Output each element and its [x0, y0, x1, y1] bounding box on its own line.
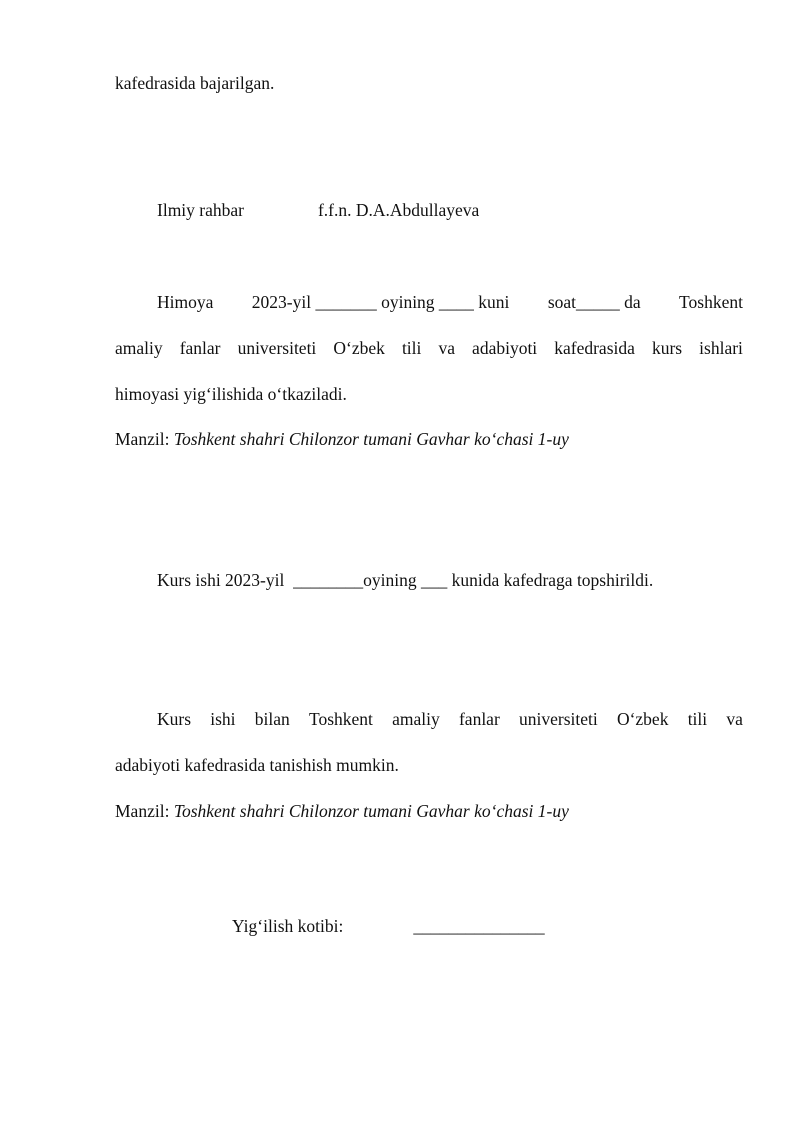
availability-word: tili — [687, 709, 708, 729]
availability-word: ishi — [210, 709, 236, 729]
defense-word: Himoya — [157, 292, 214, 312]
availability-word: O‘zbek — [616, 709, 669, 729]
availability-line-2: adabiyoti kafedrasida tanishish mumkin. — [115, 755, 399, 775]
availability-word: amaliy — [392, 709, 440, 729]
address-value: Toshkent shahri Chilonzor tumani Gavhar ko‘chasi 1-uy — [173, 429, 569, 449]
defense-line-1 — [157, 291, 743, 313]
availability-word: Kurs — [157, 709, 192, 729]
availability-word: va — [726, 709, 743, 729]
availability-word: bilan — [254, 709, 290, 729]
secretary-line — [232, 915, 632, 937]
submission-line: Kurs ishi 2023-yil ________oyining ___ kunida kafedraga topshirildi. — [157, 570, 654, 590]
defense-word: adabiyoti — [472, 338, 538, 358]
defense-word: universiteti — [237, 338, 317, 358]
defense-line-2 — [115, 337, 743, 359]
secretary-label: Yig‘ilish kotibi: — [232, 916, 344, 936]
address-label: Manzil: — [115, 801, 170, 821]
availability-line-1 — [157, 708, 743, 730]
defense-word: ishlari — [699, 338, 743, 358]
address-label: Manzil: — [115, 429, 170, 449]
defense-word: tili — [401, 338, 422, 358]
defense-word: 2023-yil _______ oyining ____ kuni — [251, 292, 510, 312]
defense-word: O‘zbek — [333, 338, 385, 358]
defense-word: kafedrasida — [554, 338, 635, 358]
availability-word: Toshkent — [308, 709, 373, 729]
address-line-1 — [115, 428, 743, 450]
supervisor-name: f.f.n. D.A.Abdullayeva — [317, 200, 480, 220]
defense-word: soat_____ da — [547, 292, 641, 312]
intro-tail-text: kafedrasida bajarilgan. — [115, 73, 275, 93]
defense-word: va — [438, 338, 455, 358]
address-value: Toshkent shahri Chilonzor tumani Gavhar ko‘chasi 1-uy — [173, 801, 569, 821]
secretary-signature-blank: _______________ — [413, 916, 545, 936]
supervisor-label: Ilmiy rahbar — [157, 200, 244, 220]
address-line-2 — [115, 800, 743, 822]
defense-word: fanlar — [179, 338, 221, 358]
availability-word: fanlar — [458, 709, 500, 729]
defense-line-3: himoyasi yig‘ilishida o‘tkaziladi. — [115, 384, 347, 404]
defense-word: amaliy — [115, 338, 163, 358]
supervisor-line — [157, 199, 743, 221]
defense-word: kurs — [651, 338, 683, 358]
defense-word: Toshkent — [679, 292, 743, 312]
availability-word: universiteti — [519, 709, 598, 729]
